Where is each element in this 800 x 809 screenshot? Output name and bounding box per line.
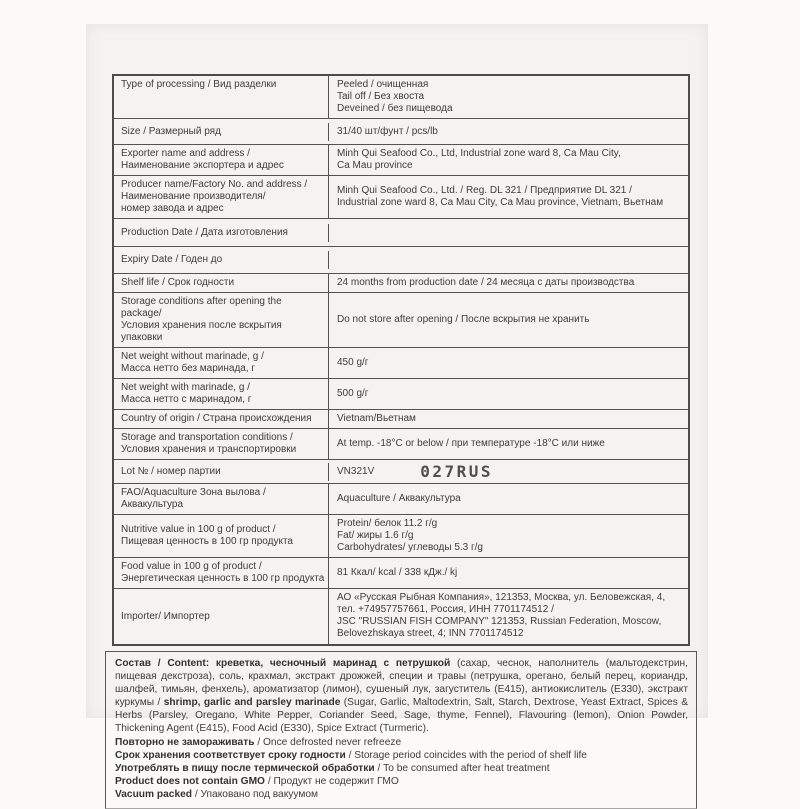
note-rest: / To be consumed after heat treatment bbox=[374, 763, 550, 774]
label-line: Условия хранения после вскрытия упаковки bbox=[121, 320, 282, 343]
row-value bbox=[329, 293, 688, 347]
composition-paragraph bbox=[115, 657, 688, 735]
table-row bbox=[114, 76, 688, 118]
value-line: Minh Qui Seafood Co., Ltd. / Reg. DL 321 / Предприятие DL 321 / bbox=[337, 185, 632, 196]
table-row bbox=[114, 557, 688, 588]
row-label bbox=[114, 589, 329, 644]
table-row bbox=[114, 378, 688, 409]
label-line: Наименование экспортера и адрес bbox=[121, 160, 284, 171]
row-label bbox=[114, 145, 329, 175]
label-line: Storage and transportation conditions / bbox=[121, 432, 293, 443]
row-label bbox=[114, 251, 329, 269]
label-line: номер завода и адрес bbox=[121, 203, 224, 214]
value-line: Peeled / очищенная bbox=[337, 79, 429, 90]
row-label bbox=[114, 463, 329, 481]
label-line: Country of origin / Страна происхождения bbox=[121, 413, 312, 424]
note-bold: Vacuum packed bbox=[115, 789, 193, 800]
label-line: Shelf life / Срок годности bbox=[121, 277, 235, 288]
value-line: Deveined / без пищевода bbox=[337, 103, 453, 114]
label-content bbox=[112, 74, 690, 809]
value-line: тел. +74957757661, Россия, ИНН 7701174512 / bbox=[337, 604, 554, 615]
label-line: Наименование производителя/ bbox=[121, 191, 266, 202]
table-row bbox=[114, 409, 688, 428]
row-label bbox=[114, 410, 329, 428]
lot-stamp: 027RUS bbox=[420, 461, 494, 481]
row-value bbox=[329, 145, 688, 175]
note-bold: Повторно не замораживать bbox=[115, 737, 255, 748]
row-value bbox=[329, 257, 688, 263]
row-value bbox=[329, 230, 688, 236]
note-line bbox=[115, 775, 688, 788]
row-label bbox=[114, 379, 329, 409]
note-line bbox=[115, 749, 688, 762]
composition-en-bold: shrimp, garlic and parsley marinade bbox=[163, 697, 344, 708]
value-line: Belovezhskaya street, 4; INN 7701174512 bbox=[337, 628, 524, 639]
table-row bbox=[114, 514, 688, 557]
row-label bbox=[114, 76, 329, 118]
row-label bbox=[114, 484, 329, 514]
table-row bbox=[114, 273, 688, 292]
note-bold: Употреблять в пищу после термической обработки bbox=[115, 763, 375, 774]
value-line: АО «Русская Рыбная Компания», 121353, Москва, ул. Беловежская, 4, bbox=[337, 592, 666, 603]
label-line: Net weight with marinade, g / bbox=[121, 382, 250, 393]
notes-panel bbox=[105, 651, 697, 809]
value-line: Industrial zone ward 8, Ca Mau City, Ca Mau province, Vietnam, Вьетнам bbox=[337, 197, 664, 208]
row-label bbox=[114, 429, 329, 459]
note-line bbox=[115, 736, 688, 749]
table-row bbox=[114, 144, 688, 175]
note-bold: Срок хранения соответствует сроку годности bbox=[115, 750, 346, 761]
value-line: Fat/ жиры 1.6 г/g bbox=[337, 530, 414, 541]
row-value bbox=[329, 429, 688, 459]
row-label bbox=[114, 176, 329, 218]
label-line: Lot № / номер партии bbox=[121, 465, 221, 477]
value-line: 81 Ккал/ kcal / 338 кДж./ kj bbox=[337, 567, 458, 578]
label-line: Storage conditions after opening the package/ bbox=[121, 296, 282, 319]
row-label bbox=[114, 348, 329, 378]
value-line: At temp. -18°C or below / при температуре -18°C или ниже bbox=[337, 438, 605, 449]
row-value bbox=[329, 463, 688, 481]
value-line: Aquaculture / Аквакультура bbox=[337, 493, 461, 504]
composition-ru-text: (сахар, чеснок, наполнитель (мальтодекстрин, пищевая декстроза), соль, крахмал, экстракт дрожжей, специи и травы (петрушка, орегано, белый перец, кориандр, шалфей, тимьян, фенхель), ароматизатор (лимон), сушеный лук, загуститель (E415), антиокислитель (E330), экстракт куркумы / bbox=[115, 658, 688, 708]
value-line: Vietnam/Вьетнам bbox=[337, 413, 416, 424]
label-line: Expiry Date / Годен до bbox=[121, 254, 223, 265]
table-row bbox=[114, 588, 688, 644]
row-value bbox=[329, 558, 688, 588]
row-value bbox=[329, 515, 688, 557]
value-line: 24 months from production date / 24 месяца с даты производства bbox=[337, 277, 635, 288]
table-row bbox=[114, 459, 688, 483]
label-line: Условия хранения и транспортировки bbox=[121, 444, 297, 455]
label-line: Production Date / Дата изготовления bbox=[121, 226, 288, 238]
value-line: 31/40 шт/фунт / pcs/lb bbox=[337, 125, 438, 137]
composition-label: Состав / Content: bbox=[115, 658, 216, 669]
value-line: JSC "RUSSIAN FISH COMPANY" 121353, Russian Federation, Moscow, bbox=[337, 616, 662, 627]
row-value bbox=[329, 176, 688, 218]
row-value bbox=[329, 379, 688, 409]
value-line: 450 g/г bbox=[337, 357, 369, 368]
row-label bbox=[114, 123, 329, 141]
note-line bbox=[115, 762, 688, 775]
table-row bbox=[114, 218, 688, 246]
row-label bbox=[114, 558, 329, 588]
table-row bbox=[114, 292, 688, 347]
row-label bbox=[114, 515, 329, 557]
note-rest: / Once defrosted never refreeze bbox=[254, 737, 402, 748]
row-value bbox=[329, 589, 688, 644]
label-line: Масса нетто с маринадом, г bbox=[121, 394, 252, 405]
label-line: Importer/ Импортер bbox=[121, 610, 210, 622]
value-line: Ca Mau province bbox=[337, 160, 413, 171]
row-value bbox=[329, 410, 688, 428]
table-row bbox=[114, 246, 688, 273]
table-row bbox=[114, 175, 688, 218]
note-rest: / Продукт не содержит ГМО bbox=[264, 776, 399, 787]
table-row bbox=[114, 118, 688, 144]
label-line: Net weight without marinade, g / bbox=[121, 351, 264, 362]
label-line: Масса нетто без маринада, г bbox=[121, 363, 256, 374]
lot-code: VN321V bbox=[337, 465, 375, 477]
label-line: Пищевая ценность в 100 гр продукта bbox=[121, 536, 293, 547]
label-line: Энергетическая ценность в 100 гр продукта bbox=[121, 573, 325, 584]
value-line: Tail off / Без хвоста bbox=[337, 91, 425, 102]
table-row bbox=[114, 347, 688, 378]
composition-ru-bold: креветка, чесночный маринад с петрушкой bbox=[215, 658, 457, 669]
row-label bbox=[114, 224, 329, 242]
value-line: Do not store after opening / После вскрытия не хранить bbox=[337, 314, 590, 325]
value-line: Minh Qui Seafood Co., Ltd, Industrial zone ward 8, Ca Mau City, bbox=[337, 148, 621, 159]
row-value bbox=[329, 348, 688, 378]
note-rest: / Storage period coincides with the period of shelf life bbox=[345, 750, 587, 761]
note-bold: Product does not contain GMO bbox=[115, 776, 265, 787]
composition-en-text: (Sugar, Garlic, Maltodextrin, Salt, Starch, Dextrose, Yeast Extract, Spices & Herbs (Parsley, Oregano, White Pepper, Coriander Seed, Sage, thyme, Fennel), Flavouring (lemon), Onion Powder, Thickening Agent (E415), Food Acid (E330), Spice Extract (Turmeric). bbox=[115, 697, 688, 734]
note-rest: / Упаковано под вакуумом bbox=[192, 789, 319, 800]
value-line: Protein/ белок 11.2 г/g bbox=[337, 518, 438, 529]
label-line: Food value in 100 g of product / bbox=[121, 561, 262, 572]
row-value bbox=[329, 490, 688, 508]
lot-line bbox=[337, 461, 684, 481]
row-value bbox=[329, 76, 688, 118]
label-line: Producer name/Factory No. and address / bbox=[121, 179, 308, 190]
note-line bbox=[115, 788, 688, 801]
row-label bbox=[114, 274, 329, 292]
label-line: Exporter name and address / bbox=[121, 148, 250, 159]
label-line: Nutritive value in 100 g of product / bbox=[121, 524, 276, 535]
table-row bbox=[114, 428, 688, 459]
row-value bbox=[329, 274, 688, 292]
table-row bbox=[114, 483, 688, 514]
label-line: Size / Размерный ряд bbox=[121, 125, 221, 137]
value-line: Carbohydrates/ углеводы 5.3 г/g bbox=[337, 542, 483, 553]
spec-table bbox=[112, 74, 690, 646]
row-value bbox=[329, 123, 688, 141]
label-line: Type of processing / Вид разделки bbox=[121, 79, 277, 90]
row-label bbox=[114, 293, 329, 347]
label-line: FAO/Aquaculture Зона вылова / Аквакультура bbox=[121, 487, 266, 510]
value-line: 500 g/г bbox=[337, 388, 369, 399]
